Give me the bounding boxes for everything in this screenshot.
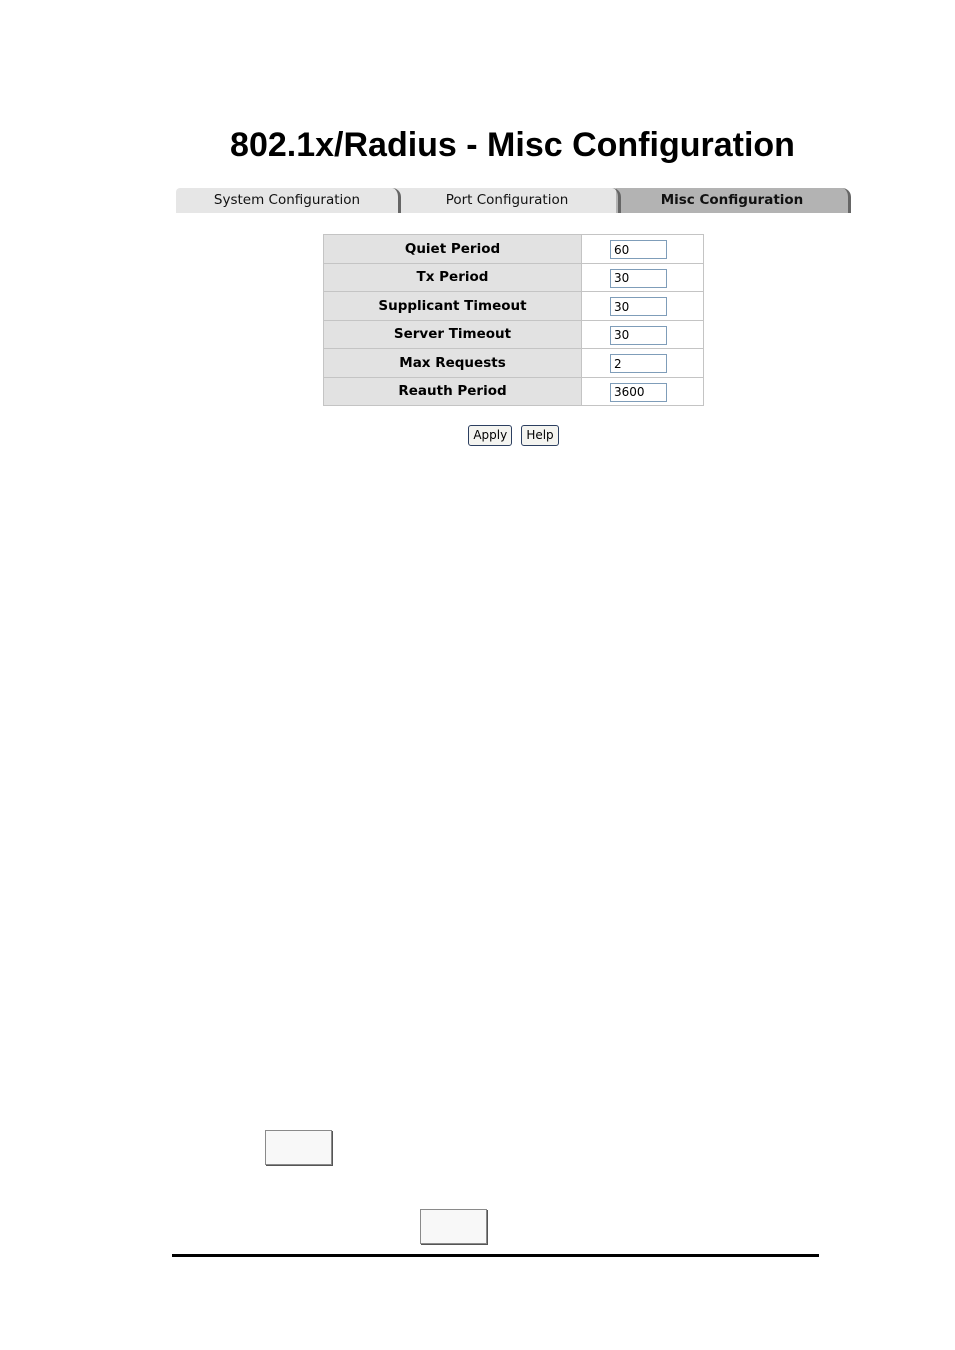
tab-system-configuration[interactable]: System Configuration — [176, 188, 398, 213]
help-button[interactable]: Help — [521, 425, 558, 446]
tx-period-label: Tx Period — [324, 263, 582, 292]
tab-bar — [176, 188, 848, 213]
action-buttons — [0, 424, 955, 446]
tab-port-configuration[interactable]: Port Configuration — [398, 188, 616, 213]
tab-misc-configuration[interactable]: Misc Configuration — [616, 188, 848, 213]
tab-divider — [612, 188, 621, 213]
reauth-period-label: Reauth Period — [324, 377, 582, 406]
misc-config-table — [323, 234, 704, 406]
max-requests-label: Max Requests — [324, 349, 582, 378]
quiet-period-label: Quiet Period — [324, 235, 582, 264]
table-row — [324, 263, 704, 292]
tab-divider — [842, 188, 851, 213]
blank-button-graphic — [265, 1130, 332, 1165]
apply-button[interactable]: Apply — [468, 425, 512, 446]
server-timeout-input[interactable] — [610, 326, 667, 345]
footer-divider — [172, 1254, 819, 1257]
tab-divider — [392, 188, 401, 213]
table-row — [324, 377, 704, 406]
max-requests-input[interactable] — [610, 354, 667, 373]
table-row — [324, 292, 704, 321]
table-row — [324, 349, 704, 378]
quiet-period-input[interactable] — [610, 240, 667, 259]
page-title: 802.1x/Radius - Misc Configuration — [230, 126, 795, 164]
tx-period-input[interactable] — [610, 269, 667, 288]
table-row — [324, 235, 704, 264]
server-timeout-label: Server Timeout — [324, 320, 582, 349]
blank-button-graphic — [420, 1209, 487, 1244]
reauth-period-input[interactable] — [610, 383, 667, 402]
table-row — [324, 320, 704, 349]
supplicant-timeout-input[interactable] — [610, 297, 667, 316]
supplicant-timeout-label: Supplicant Timeout — [324, 292, 582, 321]
